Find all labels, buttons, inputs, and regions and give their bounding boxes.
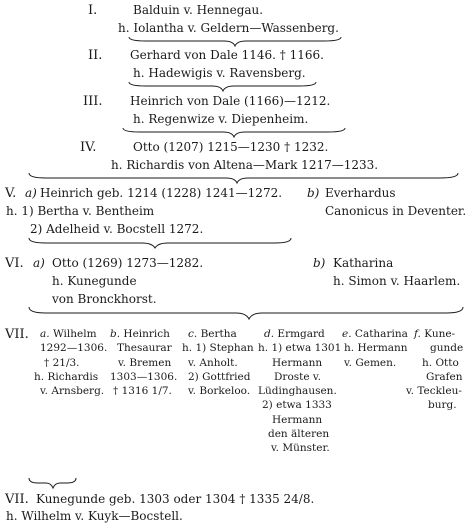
child-a-label: a.: [40, 328, 50, 340]
generation-7-numeral: VII.: [5, 327, 29, 342]
child-d-line: h. 1) etwa 1301: [258, 342, 342, 355]
child-f-line: v. Teckleu-: [406, 385, 462, 398]
child-c-line: 2) Gottfried: [188, 370, 251, 383]
child-b-line: Thesaurar: [117, 342, 172, 355]
child-f-label: f.: [414, 328, 421, 340]
child-f-line: gunde: [430, 342, 464, 355]
generation-6-child-b-label: b): [313, 256, 326, 270]
generation-5-child-a-spouse-2: 2) Adelheid v. Bocstell 1272.: [30, 222, 204, 236]
child-e-catharina: [342, 327, 408, 370]
child-a-line: 1292—1306.: [40, 342, 108, 355]
child-d-line: den älteren: [268, 428, 330, 441]
child-f-line: Grafen: [426, 370, 463, 383]
generation-6-child-a-spouse-house: von Bronckhorst.: [52, 292, 157, 306]
child-a-line: v. Arnsberg.: [40, 385, 105, 398]
generation-5-child-b-label: b): [307, 186, 320, 200]
brace-6: [28, 305, 465, 321]
brace-3: [122, 126, 347, 138]
generation-3-numeral: III.: [83, 94, 103, 109]
child-c-name: Bertha: [200, 328, 237, 340]
generation-3-name: Heinrich von Dale (1166)—1212.: [130, 94, 331, 108]
child-a-line: † 21/3.: [44, 356, 80, 369]
child-d-line: Lüdinghausen.: [258, 385, 337, 398]
child-c-line: v. Anholt.: [188, 356, 238, 369]
generation-2-spouse: h. Hadewigis v. Ravensberg.: [133, 66, 306, 80]
child-b-heinrich: [110, 327, 177, 398]
child-f-name: Kune-: [424, 328, 456, 340]
generation-4-numeral: IV.: [80, 140, 97, 155]
child-d-line: Hermann: [272, 356, 323, 369]
generation-5-child-a-spouse-1: h. 1) Bertha v. Bentheim: [6, 204, 155, 218]
child-d-ermgard: [258, 327, 341, 456]
child-a-wilhelm: [34, 327, 108, 398]
child-e-line: v. Gemen.: [344, 356, 397, 369]
child-d-label: d.: [264, 328, 275, 340]
generation-3-spouse: h. Regenwize v. Diepenheim.: [133, 112, 309, 126]
child-f-kunegunde: [406, 327, 464, 413]
child-a-name: Wilhelm: [52, 328, 97, 340]
brace-2: [128, 80, 318, 92]
generation-5-child-a-label: a): [25, 186, 37, 200]
child-c-line: v. Borkeloo.: [188, 385, 251, 398]
child-d-line: v. Münster.: [271, 442, 330, 455]
generation-6-child-b-spouse: h. Simon v. Haarlem.: [333, 274, 461, 288]
generation-8-spouse: h. Wilhelm v. Kuyk—Bocstell.: [6, 509, 183, 523]
generation-6-child-a-name: Otto (1269) 1273—1282.: [52, 256, 204, 270]
child-d-line: Droste v.: [274, 370, 321, 383]
generation-5-child-b-note: Canonicus in Deventer.: [325, 204, 467, 218]
generation-5-child-b-name: Everhardus: [325, 186, 396, 200]
generation-2-numeral: II.: [88, 48, 103, 63]
brace-7: [28, 476, 78, 490]
child-f-line: h. Otto: [422, 356, 459, 369]
generation-1-spouse: h. Iolantha v. Geldern—Wassenberg.: [118, 21, 339, 35]
brace-1: [128, 35, 343, 47]
child-f-line: burg.: [428, 399, 457, 412]
child-c-line: h. 1) Stephan: [182, 342, 254, 355]
generation-4-spouse: h. Richardis von Altena—Mark 1217—1233.: [111, 158, 379, 172]
child-e-label: e.: [342, 328, 352, 340]
generation-6-child-a-label: a): [33, 256, 45, 270]
child-b-line: 1303—1306.: [110, 370, 178, 383]
child-d-line: Hermann: [272, 413, 323, 426]
generation-1-numeral: I.: [88, 3, 98, 18]
child-b-name: Heinrich: [123, 328, 170, 340]
brace-5: [28, 236, 293, 250]
brace-4: [28, 171, 460, 185]
child-a-line: h. Richardis: [34, 370, 99, 383]
child-e-name: Catharina: [354, 328, 408, 340]
generation-5-numeral: V.: [5, 186, 17, 201]
child-d-line: 2) etwa 1333: [262, 399, 332, 412]
generation-6-child-a-spouse: h. Kunegunde: [52, 274, 137, 288]
generation-4-name: Otto (1207) 1215—1230 † 1232.: [133, 140, 329, 154]
generation-6-numeral: VI.: [5, 256, 24, 271]
generation-1-name: Balduin v. Hennegau.: [133, 3, 264, 17]
generation-2-name: Gerhard von Dale 1146. † 1166.: [130, 48, 324, 62]
child-e-line: h. Hermann: [344, 342, 408, 355]
child-b-label: b.: [110, 328, 121, 340]
child-b-line: v. Bremen: [118, 356, 172, 369]
generation-8-numeral: VII.: [5, 492, 29, 507]
generation-6-child-b-name: Katharina: [333, 256, 394, 270]
child-c-label: c.: [188, 328, 198, 340]
generation-8-name: Kunegunde geb. 1303 oder 1304 † 1335 24/8.: [36, 492, 315, 506]
child-b-line: † 1316 1/7.: [113, 385, 172, 398]
child-d-name: Ermgard: [277, 328, 325, 340]
child-c-bertha: [182, 327, 254, 398]
generation-5-child-a-name: Heinrich geb. 1214 (1228) 1241—1272.: [40, 186, 283, 200]
